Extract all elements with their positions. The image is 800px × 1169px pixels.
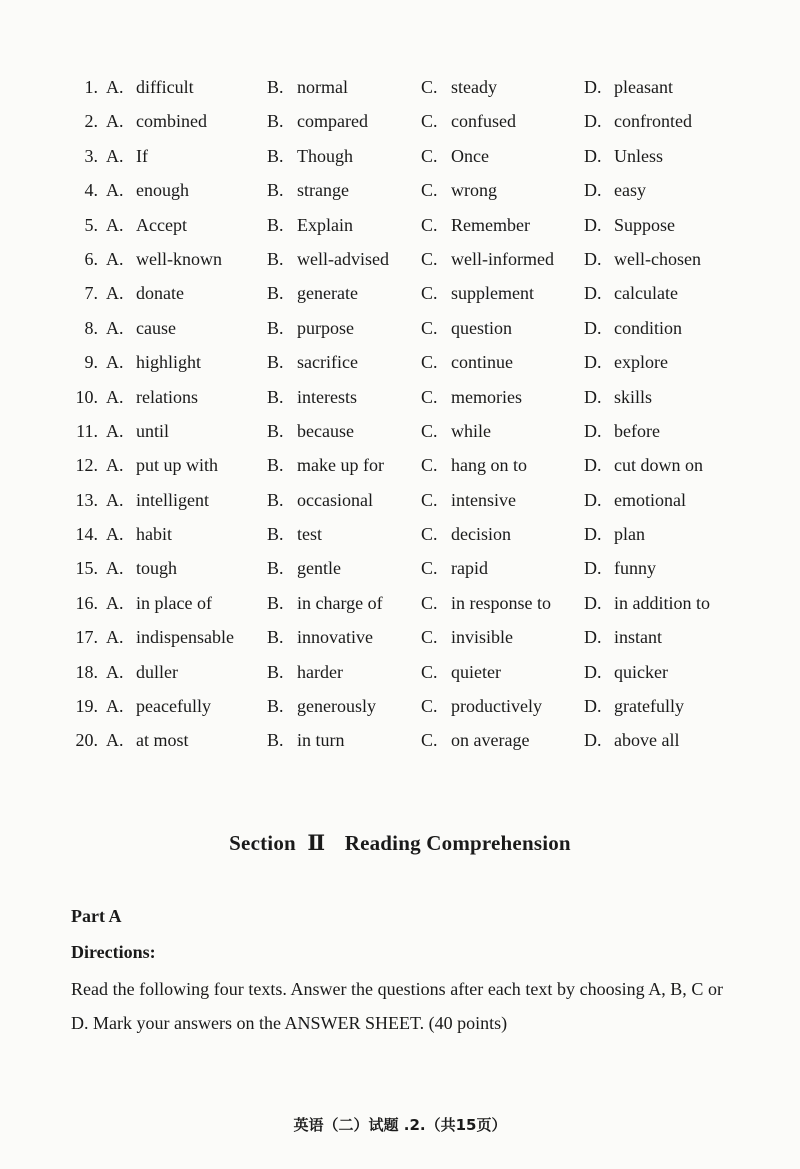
option-letter: B.	[267, 317, 284, 338]
option-b	[267, 242, 389, 276]
option-letter: C.	[421, 592, 438, 613]
option-a	[106, 620, 234, 654]
option-text: Unless	[614, 145, 663, 166]
option-letter: A.	[106, 77, 124, 97]
question-number: 17.	[75, 627, 98, 648]
directions-text: Read the following four texts. Answer the questions after each text by choosing A, B, C or D. Mark your answers on the ANSWER SHEET. (40 points)	[71, 979, 723, 1033]
question-row	[0, 345, 800, 379]
option-d	[584, 689, 684, 723]
option-letter: D.	[584, 489, 602, 510]
option-text: hang on to	[451, 455, 527, 476]
option-text: invisible	[451, 627, 513, 648]
question-row	[0, 276, 800, 310]
option-text: generate	[297, 283, 358, 304]
question-row	[0, 723, 800, 757]
option-text: steady	[451, 77, 497, 97]
option-letter: C.	[421, 661, 438, 682]
page-footer: 英语（二）试题 .2.（共15页）	[293, 1116, 507, 1134]
option-letter: D.	[584, 248, 602, 269]
option-text: If	[136, 145, 148, 166]
option-c	[421, 242, 554, 276]
option-text: wrong	[451, 180, 497, 201]
question-row	[0, 689, 800, 723]
option-b	[267, 517, 322, 551]
option-text: occasional	[297, 489, 373, 510]
option-text: Once	[451, 145, 489, 166]
option-letter: A.	[106, 661, 124, 682]
option-text: donate	[136, 283, 184, 304]
option-text: while	[451, 420, 491, 441]
option-b	[267, 620, 373, 654]
option-letter: B.	[267, 283, 284, 304]
option-letter: B.	[267, 558, 284, 579]
option-letter: D.	[584, 283, 602, 304]
option-letter: A.	[106, 558, 124, 579]
question-number: 9.	[84, 352, 98, 373]
option-text: enough	[136, 180, 189, 201]
question-number: 11.	[76, 420, 98, 441]
option-text: confused	[451, 111, 516, 132]
option-a	[106, 483, 209, 517]
option-letter: A.	[106, 145, 124, 166]
option-a	[106, 551, 177, 585]
question-number: 2.	[84, 111, 98, 132]
option-letter: C.	[421, 111, 438, 132]
option-text: question	[451, 317, 512, 338]
option-letter: A.	[106, 317, 124, 338]
question-number: 18.	[75, 661, 98, 682]
option-letter: D.	[584, 661, 602, 682]
option-a	[106, 173, 189, 207]
option-letter: D.	[584, 524, 602, 545]
option-c	[421, 551, 488, 585]
question-number: 12.	[75, 455, 98, 476]
option-letter: A.	[106, 386, 124, 407]
option-text: easy	[614, 180, 646, 201]
option-a	[106, 586, 212, 620]
option-c	[421, 345, 513, 379]
question-row	[0, 242, 800, 276]
option-text: intelligent	[136, 489, 209, 510]
option-c	[421, 448, 527, 482]
option-text: memories	[451, 386, 522, 407]
option-letter: C.	[421, 317, 438, 338]
section-heading	[0, 830, 800, 856]
option-letter: C.	[421, 489, 438, 510]
option-c	[421, 620, 513, 654]
option-letter: B.	[267, 730, 284, 751]
option-text: well-informed	[451, 248, 554, 269]
option-a	[106, 345, 201, 379]
option-letter: A.	[106, 111, 124, 132]
option-c	[421, 276, 534, 310]
option-letter: C.	[421, 352, 438, 373]
question-number: 15.	[75, 558, 98, 579]
option-letter: A.	[106, 214, 124, 235]
option-text: calculate	[614, 283, 678, 304]
option-letter: B.	[267, 111, 284, 132]
option-c	[421, 414, 491, 448]
option-b	[267, 173, 349, 207]
option-text: Remember	[451, 214, 530, 235]
option-text: before	[614, 420, 660, 441]
option-text: explore	[614, 352, 668, 373]
option-a	[106, 139, 148, 173]
option-text: pleasant	[614, 77, 673, 97]
option-letter: B.	[267, 696, 284, 717]
option-c	[421, 70, 497, 104]
option-text: well-known	[136, 248, 222, 269]
option-text: difficult	[136, 77, 194, 97]
section-title: Reading Comprehension	[344, 831, 571, 855]
option-letter: D.	[584, 455, 602, 476]
option-d	[584, 242, 701, 276]
question-row	[0, 380, 800, 414]
option-c	[421, 380, 522, 414]
option-letter: B.	[267, 455, 284, 476]
question-row	[0, 551, 800, 585]
option-text: in charge of	[297, 592, 383, 613]
option-letter: B.	[267, 627, 284, 648]
option-d	[584, 414, 660, 448]
option-text: in turn	[297, 730, 345, 751]
directions-label: Directions:	[71, 942, 156, 962]
option-d	[584, 70, 673, 104]
option-letter: D.	[584, 386, 602, 407]
option-text: emotional	[614, 489, 686, 510]
question-row	[0, 517, 800, 551]
option-text: rapid	[451, 558, 488, 579]
option-letter: C.	[421, 214, 438, 235]
option-text: relations	[136, 386, 198, 407]
question-row	[0, 311, 800, 345]
question-list	[0, 70, 800, 758]
option-text: tough	[136, 558, 178, 579]
option-letter: D.	[584, 592, 602, 613]
option-c	[421, 586, 551, 620]
option-text: compared	[297, 111, 368, 132]
option-d	[584, 173, 646, 207]
question-row	[0, 620, 800, 654]
question-row	[0, 70, 800, 104]
option-a	[106, 655, 178, 689]
option-a	[106, 242, 222, 276]
option-text: on average	[451, 730, 530, 751]
question-number: 13.	[75, 489, 98, 510]
option-text: put up with	[136, 455, 219, 476]
option-letter: C.	[421, 627, 438, 648]
option-b	[267, 345, 358, 379]
section-label: Section	[229, 831, 296, 855]
option-d	[584, 208, 675, 242]
option-letter: B.	[267, 524, 284, 545]
option-letter: A.	[106, 730, 124, 751]
option-text: gratefully	[614, 696, 684, 717]
option-a	[106, 104, 207, 138]
option-text: until	[136, 420, 170, 441]
option-d	[584, 551, 656, 585]
option-text: plan	[614, 524, 645, 545]
question-number: 19.	[75, 696, 98, 717]
option-text: decision	[451, 524, 511, 545]
option-d	[584, 517, 645, 551]
option-d	[584, 276, 678, 310]
option-letter: C.	[421, 283, 438, 304]
option-letter: D.	[584, 77, 602, 97]
option-text: innovative	[297, 627, 373, 648]
option-text: because	[297, 420, 354, 441]
question-number: 20.	[75, 730, 98, 751]
option-text: strange	[297, 180, 349, 201]
option-text: make up for	[297, 455, 384, 476]
option-b	[267, 276, 358, 310]
option-c	[421, 104, 516, 138]
option-letter: A.	[106, 180, 124, 201]
option-letter: B.	[267, 248, 284, 269]
option-c	[421, 689, 542, 723]
option-letter: A.	[106, 592, 124, 613]
option-letter: D.	[584, 145, 602, 166]
option-a	[106, 723, 189, 757]
option-text: indispensable	[136, 627, 234, 648]
option-letter: B.	[267, 661, 284, 682]
option-d	[584, 483, 686, 517]
option-text: peacefully	[136, 696, 211, 717]
option-letter: D.	[584, 558, 602, 579]
option-text: sacrifice	[297, 352, 358, 373]
option-letter: C.	[421, 696, 438, 717]
option-c	[421, 311, 512, 345]
option-text: productively	[451, 696, 542, 717]
option-text: interests	[297, 386, 357, 407]
question-number: 6.	[84, 248, 98, 269]
option-letter: D.	[584, 627, 602, 648]
option-letter: C.	[421, 524, 438, 545]
option-a	[106, 414, 169, 448]
question-row	[0, 483, 800, 517]
option-b	[267, 70, 348, 104]
option-c	[421, 517, 511, 551]
option-c	[421, 208, 530, 242]
question-row	[0, 448, 800, 482]
option-text: in response to	[451, 592, 551, 613]
option-text: Explain	[297, 214, 353, 235]
option-text: well-chosen	[614, 248, 701, 269]
option-text: habit	[136, 524, 172, 545]
option-letter: C.	[421, 558, 438, 579]
option-letter: C.	[421, 248, 438, 269]
option-letter: A.	[106, 352, 124, 373]
option-letter: A.	[106, 283, 124, 304]
option-letter: D.	[584, 180, 602, 201]
option-letter: B.	[267, 77, 284, 97]
option-text: skills	[614, 386, 653, 407]
option-letter: B.	[267, 214, 284, 235]
option-text: normal	[297, 77, 348, 97]
option-d	[584, 311, 682, 345]
option-letter: C.	[421, 730, 438, 751]
option-a	[106, 448, 218, 482]
option-letter: D.	[584, 111, 602, 132]
question-row	[0, 414, 800, 448]
option-text: Suppose	[614, 214, 676, 235]
option-b	[267, 104, 368, 138]
question-number: 7.	[84, 283, 98, 304]
option-letter: A.	[106, 455, 124, 476]
option-text: above all	[614, 730, 680, 751]
option-text: continue	[451, 352, 513, 373]
option-letter: C.	[421, 145, 438, 166]
option-d	[584, 655, 668, 689]
option-c	[421, 483, 516, 517]
question-number: 4.	[84, 180, 98, 201]
option-text: intensive	[451, 489, 516, 510]
option-text: harder	[297, 661, 343, 682]
option-text: quicker	[614, 661, 668, 682]
option-d	[584, 448, 703, 482]
option-a	[106, 208, 187, 242]
option-b	[267, 586, 383, 620]
question-number: 3.	[84, 145, 98, 166]
option-letter: B.	[267, 352, 284, 373]
option-text: condition	[614, 317, 682, 338]
option-letter: D.	[584, 214, 602, 235]
option-b	[267, 551, 341, 585]
option-letter: C.	[421, 77, 438, 97]
option-d	[584, 586, 710, 620]
question-number: 5.	[84, 214, 98, 235]
option-text: purpose	[297, 317, 354, 338]
section-numeral: Ⅱ	[307, 831, 326, 855]
option-c	[421, 173, 497, 207]
option-b	[267, 483, 373, 517]
option-letter: B.	[267, 145, 284, 166]
option-d	[584, 345, 668, 379]
option-b	[267, 311, 354, 345]
option-letter: D.	[584, 317, 602, 338]
option-b	[267, 448, 384, 482]
option-letter: A.	[106, 489, 124, 510]
part-title: Part A	[71, 906, 122, 926]
question-row	[0, 139, 800, 173]
option-text: in addition to	[614, 592, 710, 613]
option-b	[267, 139, 353, 173]
option-text: gentle	[297, 558, 341, 579]
question-row	[0, 655, 800, 689]
question-number: 1.	[84, 77, 98, 97]
option-letter: C.	[421, 180, 438, 201]
option-text: supplement	[451, 283, 534, 304]
option-d	[584, 380, 652, 414]
question-number: 8.	[84, 317, 98, 338]
option-text: funny	[614, 558, 656, 579]
option-letter: D.	[584, 352, 602, 373]
option-a	[106, 517, 172, 551]
option-b	[267, 655, 343, 689]
option-text: at most	[136, 730, 189, 751]
option-letter: D.	[584, 420, 602, 441]
option-b	[267, 208, 353, 242]
option-d	[584, 104, 692, 138]
option-b	[267, 689, 376, 723]
option-letter: D.	[584, 730, 602, 751]
option-b	[267, 414, 354, 448]
option-a	[106, 380, 198, 414]
option-a	[106, 276, 184, 310]
option-text: combined	[136, 111, 207, 132]
question-number: 16.	[75, 592, 98, 613]
option-text: instant	[614, 627, 662, 648]
option-text: well-advised	[297, 248, 389, 269]
question-number: 14.	[75, 524, 98, 545]
option-c	[421, 723, 529, 757]
option-letter: D.	[584, 696, 602, 717]
option-text: Though	[297, 145, 353, 166]
option-a	[106, 311, 176, 345]
option-b	[267, 723, 345, 757]
question-number: 10.	[75, 386, 98, 407]
option-letter: B.	[267, 592, 284, 613]
option-text: quieter	[451, 661, 501, 682]
option-text: confronted	[614, 111, 692, 132]
option-letter: A.	[106, 248, 124, 269]
option-d	[584, 620, 662, 654]
option-text: cause	[136, 317, 176, 338]
option-letter: A.	[106, 696, 124, 717]
option-a	[106, 689, 211, 723]
option-text: in place of	[136, 592, 212, 613]
option-text: duller	[136, 661, 178, 682]
option-letter: A.	[106, 627, 124, 648]
option-letter: A.	[106, 524, 124, 545]
option-letter: A.	[106, 420, 124, 441]
option-letter: B.	[267, 420, 284, 441]
option-d	[584, 139, 663, 173]
option-letter: C.	[421, 386, 438, 407]
option-b	[267, 380, 357, 414]
question-row	[0, 208, 800, 242]
option-letter: C.	[421, 420, 438, 441]
option-text: Accept	[136, 214, 187, 235]
option-text: test	[297, 524, 322, 545]
question-row	[0, 586, 800, 620]
option-letter: B.	[267, 180, 284, 201]
option-text: highlight	[136, 352, 202, 373]
option-a	[106, 70, 194, 104]
option-c	[421, 139, 489, 173]
option-letter: C.	[421, 455, 438, 476]
option-text: generously	[297, 696, 376, 717]
question-row	[0, 173, 800, 207]
option-letter: B.	[267, 386, 284, 407]
question-row	[0, 104, 800, 138]
option-text: cut down on	[614, 455, 703, 476]
option-d	[584, 723, 679, 757]
option-letter: B.	[267, 489, 284, 510]
option-c	[421, 655, 501, 689]
